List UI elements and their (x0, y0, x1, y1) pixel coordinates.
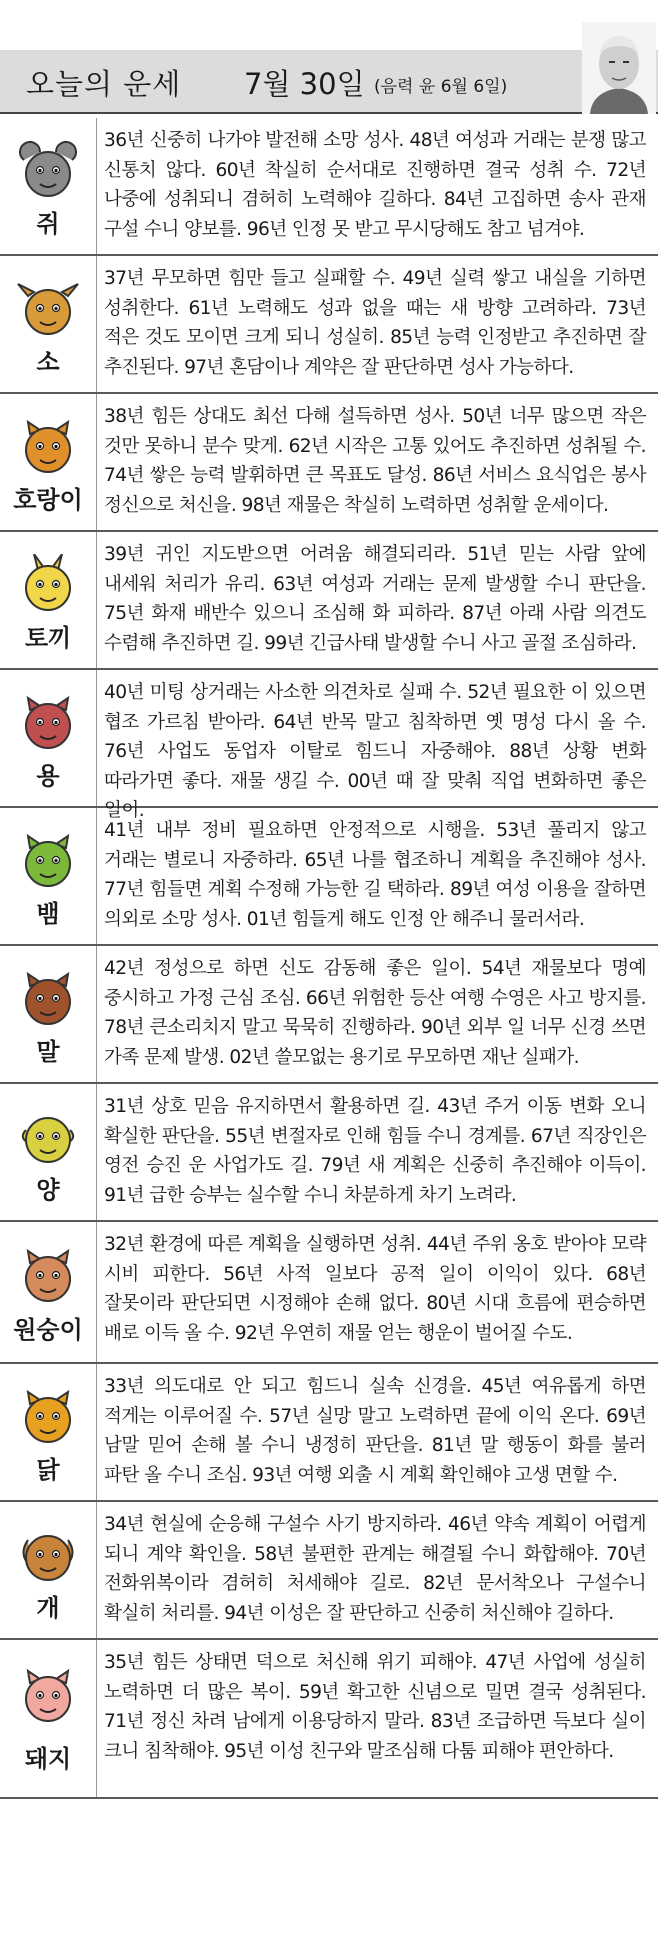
rooster-icon (16, 1386, 80, 1450)
rat-icon (16, 140, 80, 204)
horse-icon (16, 968, 80, 1032)
fortune-text: 38년 힘든 상대도 최선 다해 설득하면 성사. 50년 너무 많으면 작은 것만 못하니 분수 맞게. 62년 시작은 고통 있어도 추진하면 성취될 수. 74년 쌓은 능력 발휘하면 큰 목표도 달성. 86년 서비스 요식업은 봉사 정신으로 처신을. 98년 재물은 착실히 노력하면 성취할 운세이다. (104, 406, 646, 516)
zodiac-animal-name: 소 (36, 348, 60, 376)
fortune-text: 34년 현실에 순응해 구설수 사기 방지하라. 46년 약속 계획이 어렵게 되니 계약 확인을. 58년 불편한 관계는 해결될 수니 화합해야. 70년 전화위복이라 겸허히 처세해야 길로. 82년 문서착오나 구설수니 확실히 처리를. 94년 이성은 잘 판단하고 신중히 처신해야 길하다. (104, 1514, 646, 1624)
column-divider (96, 532, 97, 668)
zodiac-row (0, 1502, 658, 1640)
sheep-icon (16, 1106, 80, 1170)
zodiac-animal-name: 뱀 (36, 900, 60, 928)
fortune-text: 35년 힘든 상태면 덕으로 처신해 위기 피해야. 47년 사업에 성실히 노력하면 더 많은 복이. 59년 확고한 신념으로 밀면 결국 성취된다. 71년 정신 차려 남에게 이용당하지 말라. 83년 조급하면 득보다 실이 크니 침착해야. 95년 이성 친구와 말조심해 다툼 피해야 편안하다. (104, 1652, 646, 1762)
column-divider (96, 946, 97, 1082)
fortune-list (0, 118, 658, 1799)
zodiac-animal-name: 돼지 (24, 1745, 72, 1773)
dog-icon (16, 1524, 80, 1588)
zodiac-row (0, 808, 658, 946)
zodiac-animal-name: 토끼 (24, 624, 72, 652)
zodiac-animal (0, 394, 96, 530)
fortune-text: 41년 내부 정비 필요하면 안정적으로 시행을. 53년 풀리지 않고 거래는 별로니 자중하라. 65년 나를 협조하니 계획을 추진해야 성사. 77년 힘들면 계획 수정해 가능한 길 택하라. 89년 여성 이용을 잘하면 의외로 소망 성사. 01년 힘들게 해도 인정 안 해주니 물러서라. (104, 820, 646, 930)
zodiac-animal-name: 양 (36, 1176, 60, 1204)
zodiac-animal-name: 개 (36, 1594, 60, 1622)
zodiac-row (0, 394, 658, 532)
pig-icon (16, 1665, 80, 1729)
fortune-text: 31년 상호 믿음 유지하면서 활용하면 길. 43년 주거 이동 변화 오니 확실한 판단을. 55년 변절자로 인해 힘들 수니 경계를. 67년 직장인은 영전 승진 운 사업가도 길. 79년 새 계획은 신중히 추진해야 이득이. 91년 급한 승부는 실수할 수니 차분하게 차기 노려라. (104, 1096, 646, 1206)
zodiac-row (0, 946, 658, 1084)
zodiac-animal (0, 1222, 96, 1362)
zodiac-row (0, 1364, 658, 1502)
column-divider (96, 1502, 97, 1638)
zodiac-animal (0, 256, 96, 392)
column-divider (96, 118, 97, 254)
page-header (0, 0, 658, 118)
zodiac-animal (0, 670, 96, 806)
column-divider (96, 256, 97, 392)
fortune-text: 42년 정성으로 하면 신도 감동해 좋은 일이. 54년 재물보다 명예 중시하고 가정 근심 조심. 66년 위험한 등산 여행 수영은 사고 방지를. 78년 큰소리치지 말고 묵묵히 진행하라. 90년 외부 일 너무 신경 쓰면 가족 문제 발생. 02년 쓸모없는 용기로 무모하면 재난 실패가. (104, 958, 646, 1068)
column-divider (96, 1222, 97, 1362)
zodiac-row (0, 532, 658, 670)
zodiac-animal (0, 946, 96, 1082)
zodiac-animal (0, 532, 96, 668)
fortune-text: 32년 환경에 따른 계획을 실행하면 성취. 44년 주위 옹호 받아야 모략 시비 피한다. 56년 사적 일보다 공적 일이 이익이 있다. 68년 잘못이라 판단되면 시정해야 손해 없다. 80년 시대 흐름에 편승하면 배로 이득 올 수. 92년 우연히 재물 얻는 행운이 벌어질 수도. (104, 1234, 646, 1344)
zodiac-animal-name: 닭 (36, 1456, 60, 1484)
fortune-text: 40년 미팅 상거래는 사소한 의견차로 실패 수. 52년 필요한 이 있으면 협조 가르침 받아라. 64년 반목 말고 침착하면 옛 명성 다시 올 수. 76년 사업도 동업자 이탈로 힘드니 자중해야. 88년 상황 변화 따라가면 좋다. 재물 생길 수. 00년 때 잘 맞춰 직업 변화하면 좋은 일이. (104, 682, 646, 821)
ox-icon (16, 278, 80, 342)
snake-icon (16, 830, 80, 894)
zodiac-animal-name: 호랑이 (13, 486, 83, 514)
zodiac-animal (0, 1084, 96, 1220)
zodiac-row (0, 1640, 658, 1799)
dragon-icon (16, 692, 80, 756)
zodiac-animal (0, 118, 96, 254)
monkey-icon (16, 1245, 80, 1309)
zodiac-animal (0, 1640, 96, 1797)
column-divider (96, 394, 97, 530)
page-title: 오늘의 운세 (26, 67, 182, 101)
zodiac-row (0, 670, 658, 821)
fortune-text: 37년 무모하면 힘만 들고 실패할 수. 49년 실력 쌓고 내실을 기하면 성취한다. 61년 노력해도 성과 없을 때는 새 방향 고려하라. 73년 적은 것도 모이면 크게 되니 성실히. 85년 능력 인정받고 추진하면 잘 추진된다. 97년 혼담이나 계약은 잘 판단하면 성사 가능하다. (104, 268, 646, 378)
fortune-text: 39년 귀인 지도받으면 어려움 해결되리라. 51년 믿는 사람 앞에 내세워 처리가 유리. 63년 여성과 거래는 문제 발생할 수니 판단을. 75년 화재 배반수 있으니 조심해 화 피하라. 87년 아래 사람 의견도 수렴해 추진하면 길. 99년 긴급사태 발생할 수니 사고 골절 조심하라. (104, 544, 646, 654)
zodiac-row (0, 256, 658, 394)
column-divider (96, 1364, 97, 1500)
column-divider (96, 1084, 97, 1220)
tiger-icon (16, 416, 80, 480)
author-portrait (582, 22, 656, 114)
fortune-text: 33년 의도대로 안 되고 힘드니 실속 신경을. 45년 여유롭게 하면 적게는 이루어질 수. 57년 실망 말고 노력하면 끝에 이익 온다. 69년 남말 믿어 손해 볼 수니 냉정히 판단을. 81년 말 행동이 화를 불러 파탄 올 수니 조심. 93년 여행 외출 시 계획 확인해야 고생 면할 수. (104, 1376, 646, 1486)
zodiac-animal (0, 1364, 96, 1500)
zodiac-animal (0, 808, 96, 944)
zodiac-row (0, 1222, 658, 1364)
zodiac-row (0, 118, 658, 256)
zodiac-row (0, 1084, 658, 1222)
rabbit-icon (16, 554, 80, 618)
column-divider (96, 1640, 97, 1797)
zodiac-animal (0, 1502, 96, 1638)
column-divider (96, 670, 97, 806)
column-divider (96, 808, 97, 944)
zodiac-animal-name: 용 (36, 762, 60, 790)
zodiac-animal-name: 쥐 (36, 210, 60, 238)
lunar-date: (음력 윤 6월 6일) (374, 77, 508, 97)
fortune-text: 36년 신중히 나가야 발전해 소망 성사. 48년 여성과 거래는 분쟁 많고 신통치 않다. 60년 착실히 순서대로 진행하면 결국 성취 수. 72년 나중에 성취되니 겸허히 노력해야 길하다. 84년 고집하면 송사 관재 구설 수니 양보를. 96년 인정 못 받고 무시당해도 참고 넘겨야. (104, 130, 646, 240)
header-date: 7월 30일 (244, 67, 365, 101)
zodiac-animal-name: 말 (36, 1038, 60, 1066)
zodiac-animal-name: 원숭이 (13, 1316, 83, 1344)
